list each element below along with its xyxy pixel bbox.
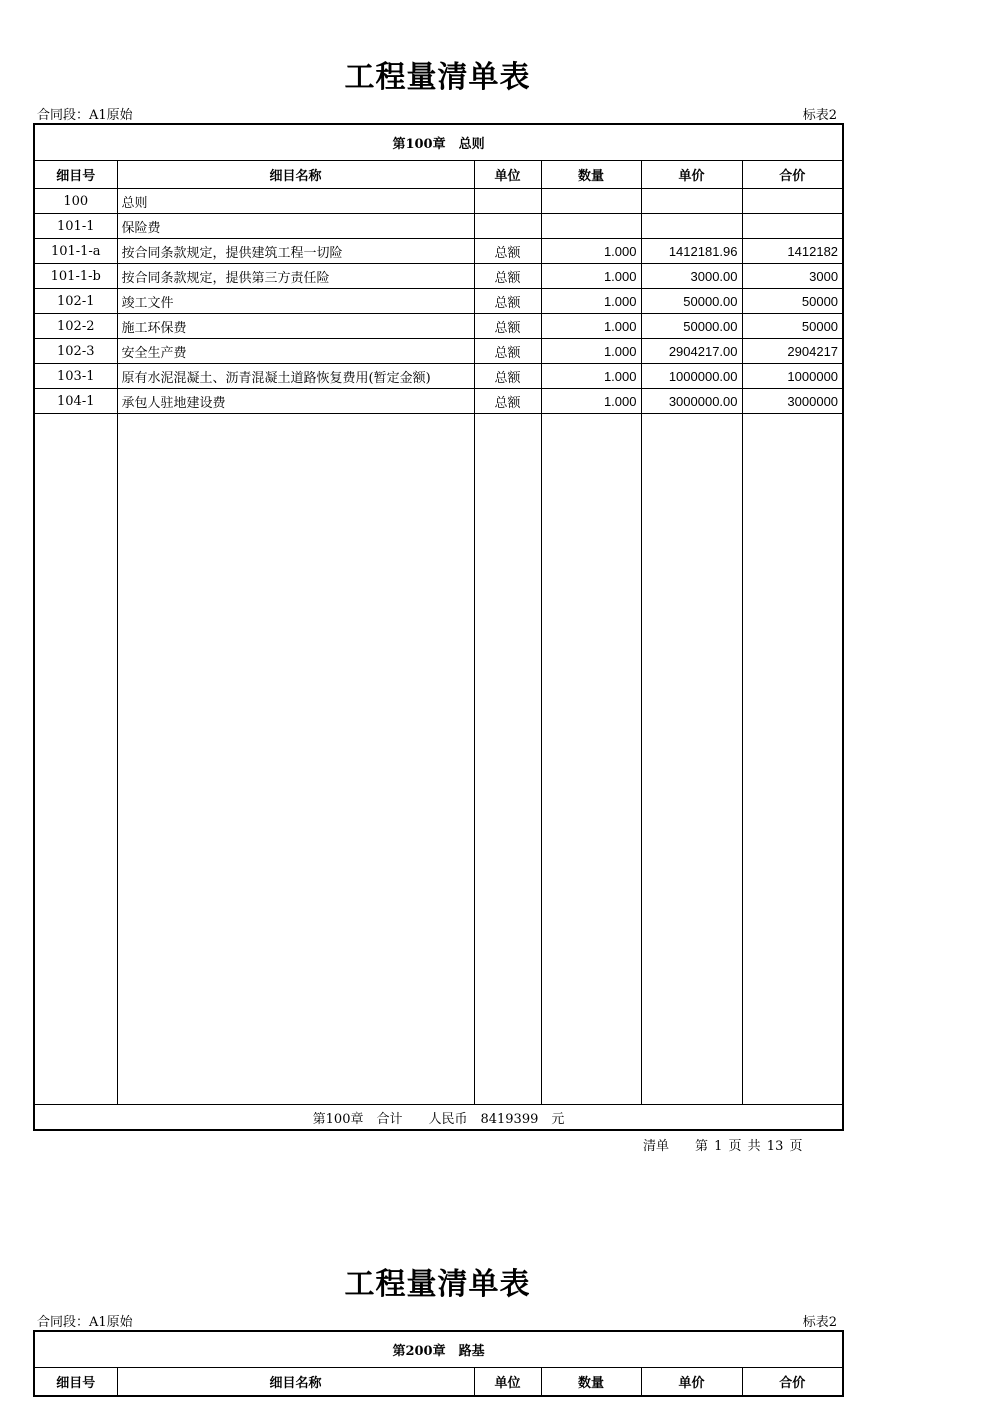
item-code: 102-3 — [34, 339, 117, 364]
bill-of-quantities-table — [33, 123, 844, 1131]
item-unit-price — [641, 214, 742, 239]
col-header-unit: 单位 — [474, 161, 541, 189]
col-header-code: 细目号 — [34, 161, 117, 189]
page-title: 工程量清单表 — [344, 1267, 531, 1302]
item-unit: 总额 — [474, 314, 541, 339]
item-unit: 总额 — [474, 289, 541, 314]
contract-section: 合同段：A1原始 — [37, 1315, 133, 1330]
empty-cell — [117, 414, 474, 1105]
item-amount: 2904217 — [742, 339, 843, 364]
item-code: 102-1 — [34, 289, 117, 314]
page-footer: 清单 第 1 页 共 13 页 — [643, 1139, 803, 1154]
item-amount: 3000000 — [742, 389, 843, 414]
empty-cell — [742, 414, 843, 1105]
empty-cell — [34, 414, 117, 1105]
item-unit: 总额 — [474, 389, 541, 414]
table-row — [34, 364, 843, 389]
col-header-unit-price: 单价 — [641, 161, 742, 189]
item-name: 原有水泥混凝土、沥青混凝土道路恢复费用(暂定金额) — [117, 364, 474, 389]
item-unit-price: 3000000.00 — [641, 389, 742, 414]
item-quantity: 1.000 — [541, 239, 641, 264]
empty-cell — [541, 414, 641, 1105]
item-amount: 1412182 — [742, 239, 843, 264]
contract-section: 合同段：A1原始 — [37, 108, 133, 123]
item-name: 按合同条款规定，提供建筑工程一切险 — [117, 239, 474, 264]
col-header-name: 细目名称 — [117, 1368, 474, 1397]
item-unit: 总额 — [474, 239, 541, 264]
item-unit-price: 3000.00 — [641, 264, 742, 289]
item-code: 101-1-a — [34, 239, 117, 264]
item-unit — [474, 189, 541, 214]
col-header-name: 细目名称 — [117, 161, 474, 189]
item-code: 102-2 — [34, 314, 117, 339]
col-header-unit-price: 单价 — [641, 1368, 742, 1397]
table-row — [34, 289, 843, 314]
chapter-title: 第100章 总则 — [34, 124, 843, 161]
item-amount — [742, 189, 843, 214]
item-quantity: 1.000 — [541, 339, 641, 364]
empty-cell — [474, 414, 541, 1105]
item-unit-price: 50000.00 — [641, 314, 742, 339]
form-number: 标表2 — [802, 108, 837, 123]
item-amount: 3000 — [742, 264, 843, 289]
item-name: 承包人驻地建设费 — [117, 389, 474, 414]
page-title: 工程量清单表 — [344, 60, 531, 95]
col-header-amount: 合价 — [742, 1368, 843, 1397]
col-header-quantity: 数量 — [541, 161, 641, 189]
item-amount: 50000 — [742, 314, 843, 339]
item-unit: 总额 — [474, 264, 541, 289]
item-quantity — [541, 189, 641, 214]
item-name: 施工环保费 — [117, 314, 474, 339]
col-header-quantity: 数量 — [541, 1368, 641, 1397]
item-unit: 总额 — [474, 364, 541, 389]
table-row — [34, 189, 843, 214]
empty-filler-row — [34, 414, 843, 1105]
table-row — [34, 214, 843, 239]
table-row — [34, 389, 843, 414]
item-amount — [742, 214, 843, 239]
col-header-code: 细目号 — [34, 1368, 117, 1397]
item-name: 保险费 — [117, 214, 474, 239]
item-amount: 50000 — [742, 289, 843, 314]
item-amount: 1000000 — [742, 364, 843, 389]
table-row — [34, 264, 843, 289]
item-code: 100 — [34, 189, 117, 214]
item-unit-price: 1000000.00 — [641, 364, 742, 389]
chapter-title: 第200章 路基 — [34, 1331, 843, 1368]
item-unit-price: 50000.00 — [641, 289, 742, 314]
item-unit — [474, 214, 541, 239]
item-quantity: 1.000 — [541, 364, 641, 389]
item-name: 按合同条款规定，提供第三方责任险 — [117, 264, 474, 289]
form-number: 标表2 — [802, 1315, 837, 1330]
col-header-unit: 单位 — [474, 1368, 541, 1397]
item-unit-price: 2904217.00 — [641, 339, 742, 364]
col-header-amount: 合价 — [742, 161, 843, 189]
item-unit-price: 1412181.96 — [641, 239, 742, 264]
item-quantity: 1.000 — [541, 389, 641, 414]
item-name: 竣工文件 — [117, 289, 474, 314]
chapter-total: 第100章 合计 人民币 8419399 元 — [34, 1105, 843, 1131]
item-quantity: 1.000 — [541, 289, 641, 314]
item-code: 103-1 — [34, 364, 117, 389]
item-unit-price — [641, 189, 742, 214]
table-row — [34, 239, 843, 264]
item-quantity — [541, 214, 641, 239]
item-name: 总则 — [117, 189, 474, 214]
item-quantity: 1.000 — [541, 264, 641, 289]
item-code: 104-1 — [34, 389, 117, 414]
item-name: 安全生产费 — [117, 339, 474, 364]
table-row — [34, 339, 843, 364]
empty-cell — [641, 414, 742, 1105]
item-quantity: 1.000 — [541, 314, 641, 339]
bill-of-quantities-table — [33, 1330, 844, 1397]
table-row — [34, 314, 843, 339]
item-code: 101-1 — [34, 214, 117, 239]
item-code: 101-1-b — [34, 264, 117, 289]
item-unit: 总额 — [474, 339, 541, 364]
